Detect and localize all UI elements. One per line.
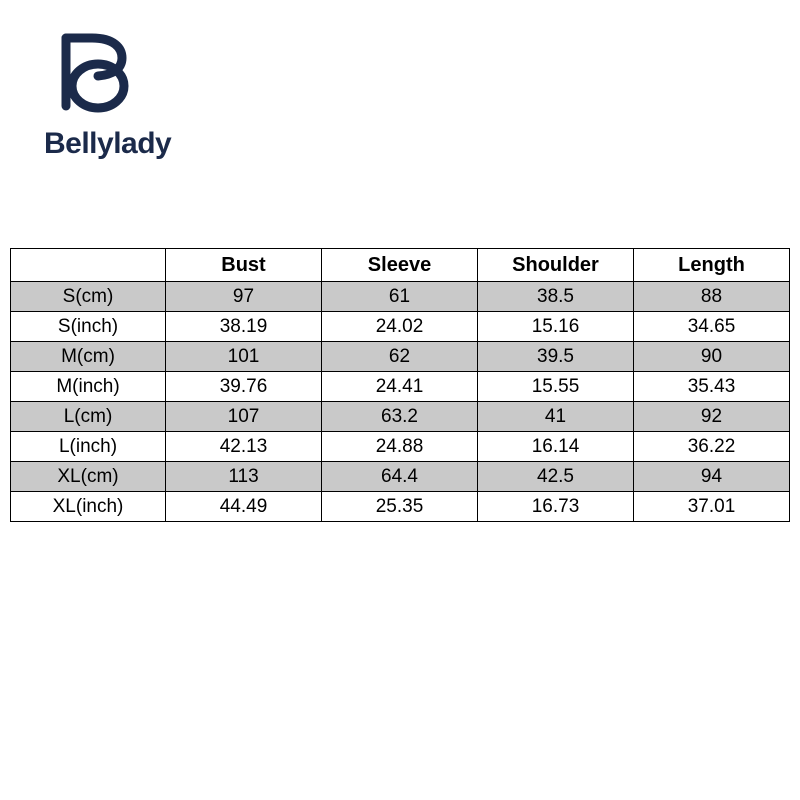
column-header-shoulder: Shoulder: [478, 249, 634, 282]
row-label: XL(inch): [11, 492, 166, 522]
row-label: L(inch): [11, 432, 166, 462]
table-row: [11, 372, 790, 402]
cell-sleeve: 24.02: [322, 312, 478, 342]
row-label: XL(cm): [11, 462, 166, 492]
cell-bust: 113: [166, 462, 322, 492]
table-row: [11, 402, 790, 432]
column-header-length: Length: [634, 249, 790, 282]
table-row: [11, 462, 790, 492]
cell-sleeve: 24.41: [322, 372, 478, 402]
cell-bust: 97: [166, 282, 322, 312]
cell-sleeve: 62: [322, 342, 478, 372]
cell-bust: 38.19: [166, 312, 322, 342]
column-header-bust: Bust: [166, 249, 322, 282]
cell-shoulder: 38.5: [478, 282, 634, 312]
bellylady-monogram-icon: [52, 28, 304, 125]
brand-block: [44, 28, 304, 159]
size-table: [10, 248, 790, 522]
row-label: M(cm): [11, 342, 166, 372]
column-header-sleeve: Sleeve: [322, 249, 478, 282]
cell-shoulder: 15.55: [478, 372, 634, 402]
row-label: S(cm): [11, 282, 166, 312]
cell-length: 88: [634, 282, 790, 312]
table-row: [11, 312, 790, 342]
cell-shoulder: 16.73: [478, 492, 634, 522]
size-table-container: [10, 248, 790, 522]
table-row: [11, 282, 790, 312]
cell-bust: 101: [166, 342, 322, 372]
cell-length: 37.01: [634, 492, 790, 522]
cell-sleeve: 24.88: [322, 432, 478, 462]
cell-length: 90: [634, 342, 790, 372]
table-corner-cell: [11, 249, 166, 282]
cell-sleeve: 25.35: [322, 492, 478, 522]
cell-bust: 42.13: [166, 432, 322, 462]
cell-shoulder: 16.14: [478, 432, 634, 462]
cell-shoulder: 42.5: [478, 462, 634, 492]
cell-bust: 44.49: [166, 492, 322, 522]
table-header-row: [11, 249, 790, 282]
cell-length: 92: [634, 402, 790, 432]
table-row: [11, 492, 790, 522]
cell-length: 36.22: [634, 432, 790, 462]
brand-name: Bellylady: [44, 127, 172, 160]
cell-length: 35.43: [634, 372, 790, 402]
cell-shoulder: 15.16: [478, 312, 634, 342]
table-row: [11, 432, 790, 462]
cell-sleeve: 64.4: [322, 462, 478, 492]
cell-shoulder: 41: [478, 402, 634, 432]
cell-sleeve: 63.2: [322, 402, 478, 432]
size-table-body: [11, 282, 790, 522]
cell-length: 34.65: [634, 312, 790, 342]
table-row: [11, 342, 790, 372]
row-label: M(inch): [11, 372, 166, 402]
cell-bust: 39.76: [166, 372, 322, 402]
row-label: L(cm): [11, 402, 166, 432]
cell-sleeve: 61: [322, 282, 478, 312]
cell-shoulder: 39.5: [478, 342, 634, 372]
size-table-head: [11, 249, 790, 282]
cell-length: 94: [634, 462, 790, 492]
cell-bust: 107: [166, 402, 322, 432]
row-label: S(inch): [11, 312, 166, 342]
